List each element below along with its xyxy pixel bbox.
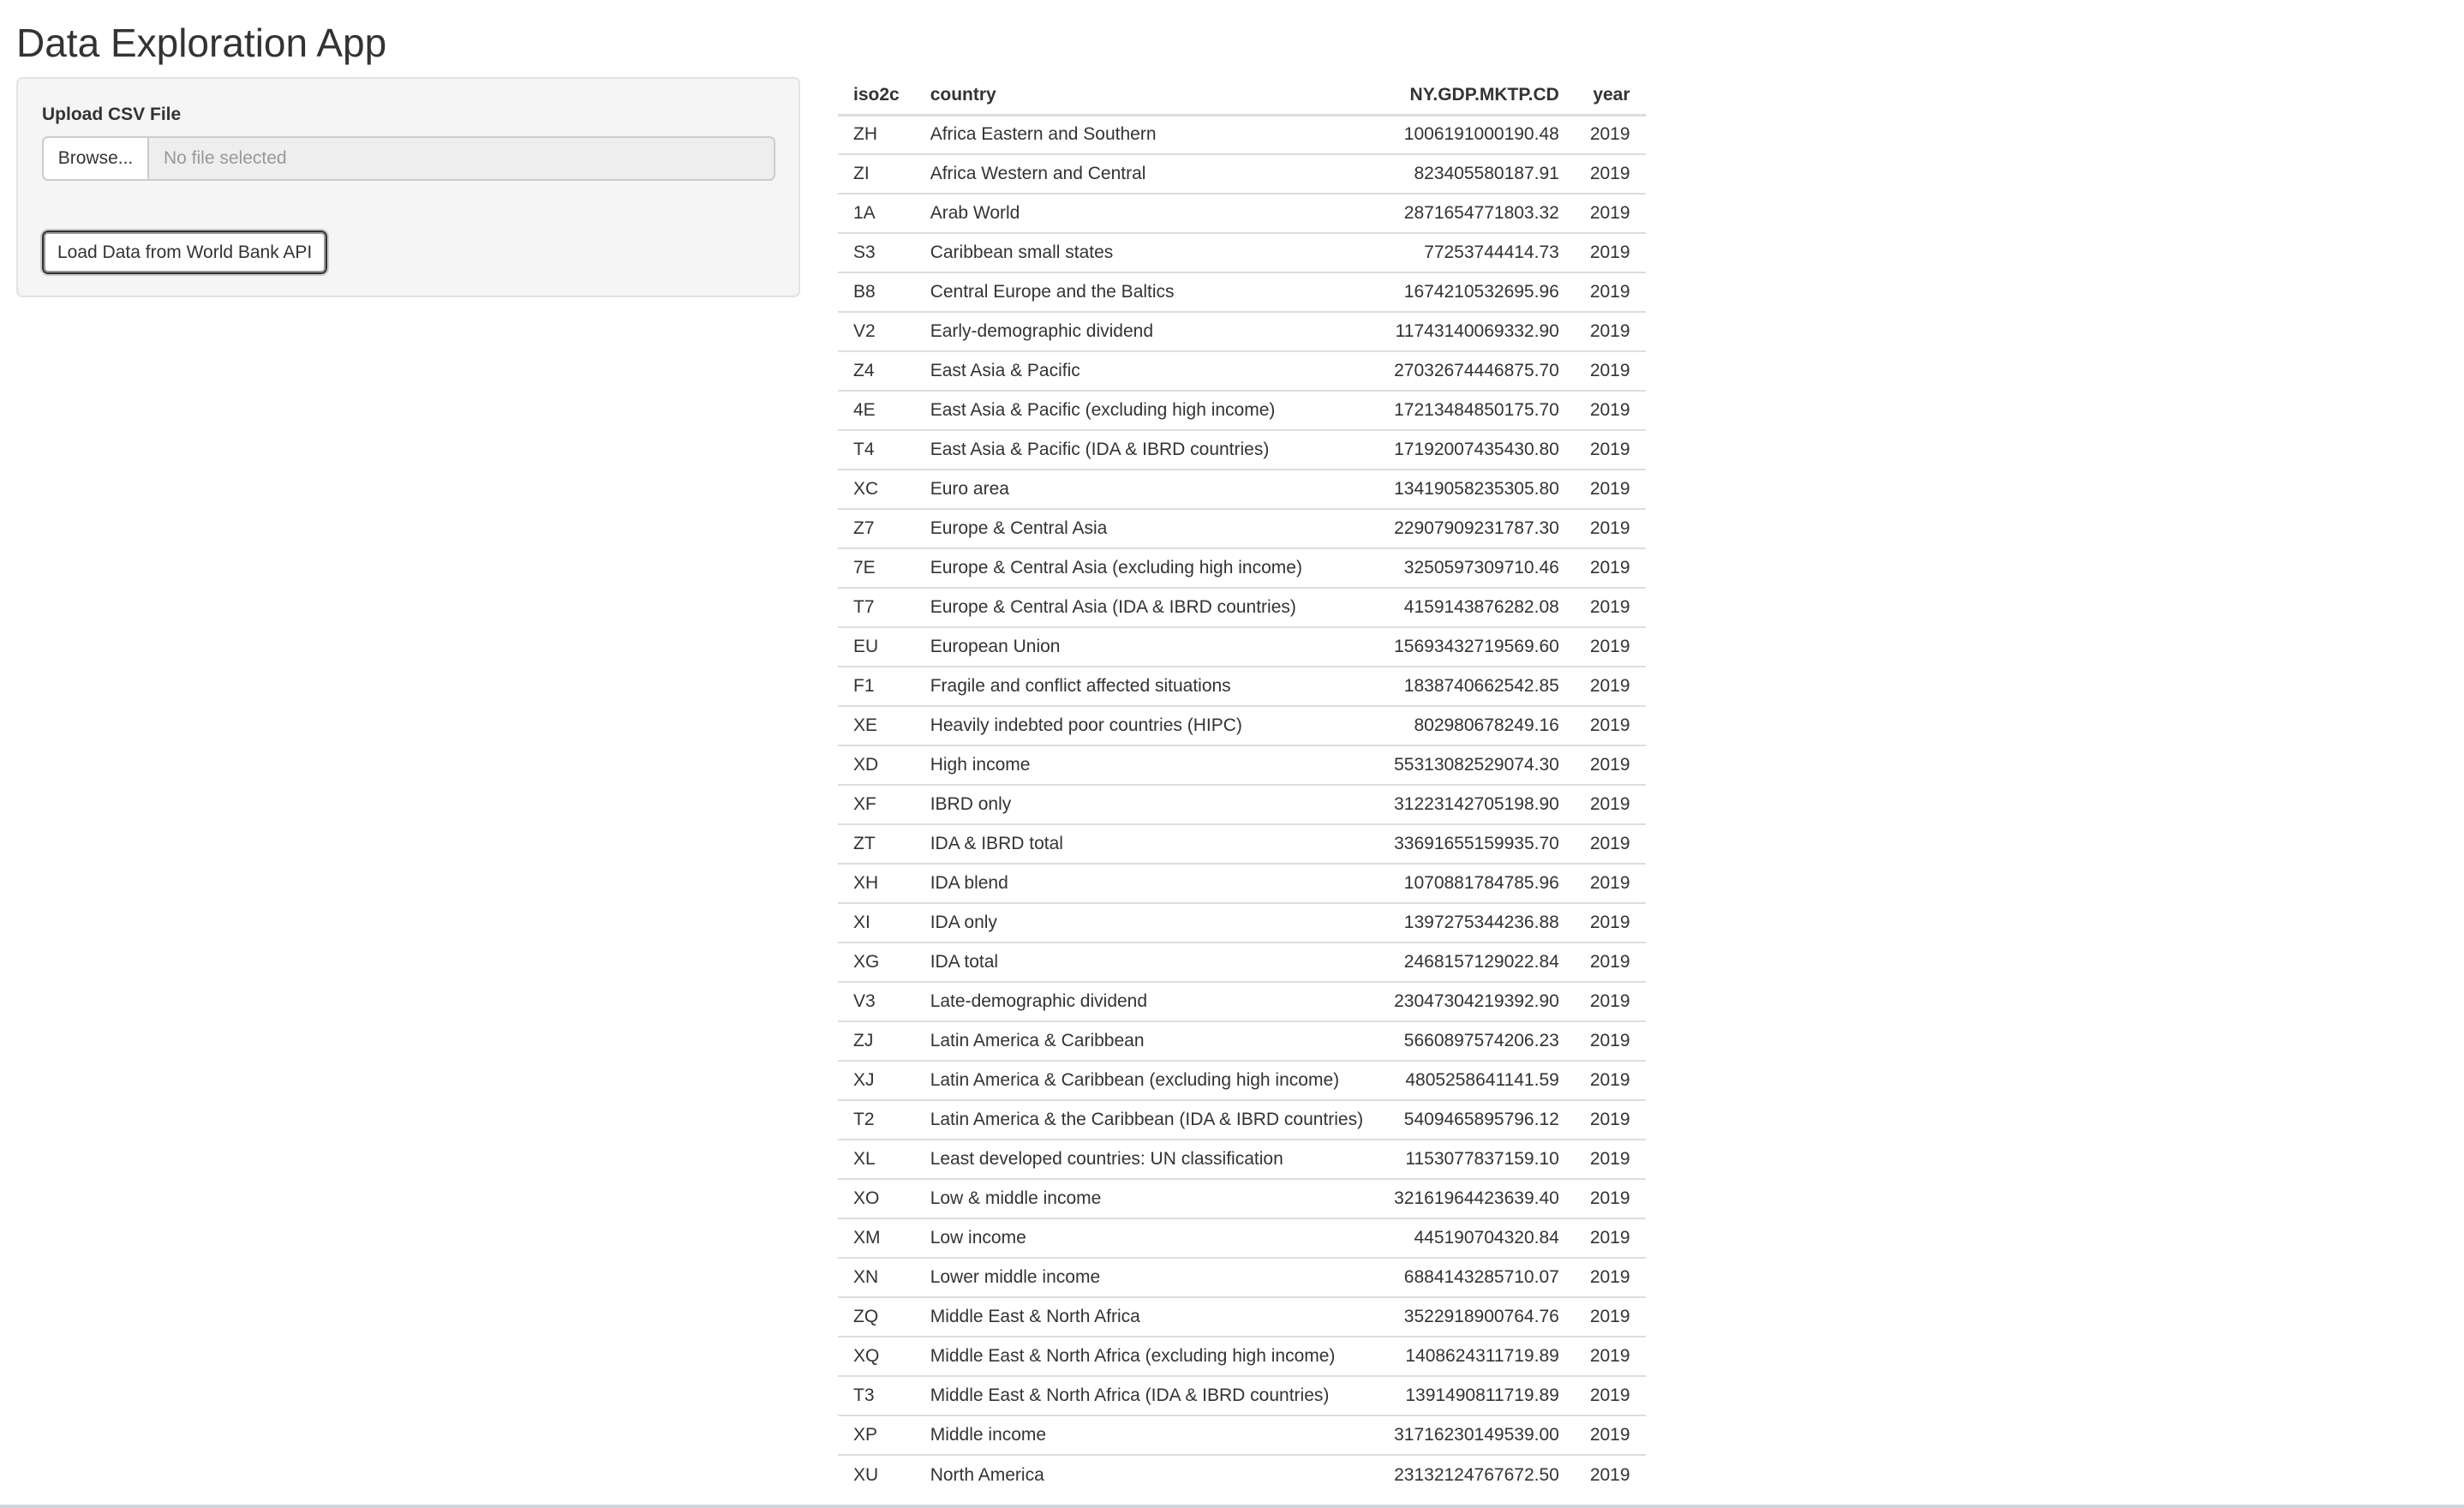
cell-gdp: 17192007435430.80 (1379, 430, 1575, 470)
cell-country: Middle East & North Africa (915, 1297, 1379, 1337)
cell-country: Lower middle income (915, 1258, 1379, 1297)
cell-year: 2019 (1575, 272, 1646, 312)
cell-year: 2019 (1575, 627, 1646, 667)
cell-iso2c: XF (838, 785, 915, 824)
cell-country: Caribbean small states (915, 233, 1379, 272)
table-row (838, 627, 1646, 667)
cell-country: IDA total (915, 942, 1379, 982)
cell-iso2c: V3 (838, 982, 915, 1021)
cell-iso2c: T4 (838, 430, 915, 470)
cell-iso2c: ZJ (838, 1021, 915, 1061)
cell-year: 2019 (1575, 154, 1646, 194)
cell-year: 2019 (1575, 1337, 1646, 1376)
cell-year: 2019 (1575, 1179, 1646, 1218)
table-row (838, 1376, 1646, 1415)
column-header-gdp[interactable]: NY.GDP.MKTP.CD (1379, 77, 1575, 115)
cell-country: Africa Eastern and Southern (930, 124, 1157, 145)
cell-country: Low & middle income (915, 1179, 1379, 1218)
cell-gdp: 31223142705198.90 (1379, 785, 1575, 824)
table-row (838, 272, 1646, 312)
table-row (838, 312, 1646, 351)
cell-country: IDA only (915, 903, 1379, 942)
cell-year: 2019 (1575, 1258, 1646, 1297)
cell-iso2c: 1A (838, 194, 915, 233)
cell-iso2c: ZT (838, 824, 915, 864)
cell-iso2c: B8 (838, 272, 915, 312)
cell-year: 2019 (1575, 1415, 1646, 1455)
cell-iso2c: T3 (838, 1376, 915, 1415)
cell-country: Africa Western and Central (915, 154, 1379, 194)
cell-year: 2019 (1575, 903, 1646, 942)
cell-gdp: 445190704320.84 (1379, 1218, 1575, 1258)
cell-country: Middle income (915, 1415, 1379, 1455)
cell-country: Arab World (915, 194, 1379, 233)
table-row (838, 824, 1646, 864)
cell-iso2c: XN (838, 1258, 915, 1297)
cell-gdp: 3250597309710.46 (1379, 548, 1575, 588)
cell-gdp: 23047304219392.90 (1379, 982, 1575, 1021)
table-row (838, 509, 1646, 548)
cell-iso2c: XD (838, 745, 915, 785)
column-header-year[interactable]: year (1575, 77, 1646, 115)
table-row (838, 1140, 1646, 1179)
cell-country: North America (915, 1455, 1379, 1494)
cell-iso2c: ZH (853, 124, 877, 145)
cell-country: High income (915, 745, 1379, 785)
cell-iso2c: 4E (838, 391, 915, 430)
cell-year: 2019 (1575, 706, 1646, 745)
cell-country: Europe & Central Asia (IDA & IBRD countries) (915, 588, 1379, 627)
cell-iso2c: Z7 (838, 509, 915, 548)
load-world-bank-button[interactable]: Load Data from World Bank API (42, 230, 327, 274)
column-header-country[interactable]: country (915, 77, 1379, 115)
sidebar-panel (16, 77, 800, 297)
table-row (838, 1297, 1646, 1337)
cell-country: Middle East & North Africa (IDA & IBRD countries) (915, 1376, 1379, 1415)
table-row (838, 1061, 1646, 1100)
cell-iso2c: EU (838, 627, 915, 667)
cell-country: European Union (915, 627, 1379, 667)
table-row (838, 667, 1646, 706)
cell-gdp: 2468157129022.84 (1379, 942, 1575, 982)
table-row (838, 233, 1646, 272)
data-table (838, 77, 1646, 1494)
cell-year: 2019 (1575, 824, 1646, 864)
cell-country: Fragile and conflict affected situations (915, 667, 1379, 706)
cell-country: East Asia & Pacific (IDA & IBRD countries) (915, 430, 1379, 470)
cell-country: Middle East & North Africa (excluding high income) (915, 1337, 1379, 1376)
cell-year: 2019 (1575, 233, 1646, 272)
cell-iso2c: XC (838, 470, 915, 509)
table-row (838, 351, 1646, 391)
cell-country: IDA & IBRD total (915, 824, 1379, 864)
cell-year: 2019 (1575, 1455, 1646, 1494)
cell-gdp: 2871654771803.32 (1379, 194, 1575, 233)
cell-gdp: 11743140069332.90 (1379, 312, 1575, 351)
cell-gdp: 55313082529074.30 (1379, 745, 1575, 785)
cell-gdp: 5409465895796.12 (1379, 1100, 1575, 1140)
table-row (838, 548, 1646, 588)
cell-gdp: 23132124767672.50 (1379, 1455, 1575, 1494)
cell-iso2c: XE (838, 706, 915, 745)
file-name-field[interactable]: No file selected (149, 136, 775, 181)
table-body (838, 115, 1646, 1494)
cell-iso2c: XU (838, 1455, 915, 1494)
table-row (838, 864, 1646, 903)
cell-iso2c: XL (838, 1140, 915, 1179)
cell-year: 2019 (1575, 430, 1646, 470)
cell-gdp: 1408624311719.89 (1379, 1337, 1575, 1376)
cell-year: 2019 (1575, 745, 1646, 785)
cell-country: Central Europe and the Baltics (915, 272, 1379, 312)
cell-iso2c: Z4 (838, 351, 915, 391)
cell-iso2c: T2 (838, 1100, 915, 1140)
cell-gdp: 3522918900764.76 (1379, 1297, 1575, 1337)
cell-country: East Asia & Pacific (915, 351, 1379, 391)
cell-gdp: 22907909231787.30 (1379, 509, 1575, 548)
cell-year: 2019 (1575, 1100, 1646, 1140)
table-row (838, 982, 1646, 1021)
cell-gdp: 1153077837159.10 (1379, 1140, 1575, 1179)
cell-country: IBRD only (915, 785, 1379, 824)
table-header-row (838, 77, 1646, 115)
cell-iso2c: XI (838, 903, 915, 942)
cell-gdp: 33691655159935.70 (1379, 824, 1575, 864)
cell-gdp: 1674210532695.96 (1379, 272, 1575, 312)
cell-gdp: 32161964423639.40 (1379, 1179, 1575, 1218)
cell-year: 2019 (1575, 942, 1646, 982)
cell-country: Europe & Central Asia (excluding high income) (915, 548, 1379, 588)
cell-country: Latin America & Caribbean (excluding high income) (915, 1061, 1379, 1100)
cell-year: 2019 (1575, 1376, 1646, 1415)
table-row (838, 745, 1646, 785)
table-row (838, 115, 1646, 154)
table-row (838, 154, 1646, 194)
cell-year: 2019 (1575, 982, 1646, 1021)
cell-year: 2019 (1589, 124, 1630, 145)
cell-iso2c: 7E (838, 548, 915, 588)
table-row (838, 903, 1646, 942)
cell-iso2c: XQ (838, 1337, 915, 1376)
cell-gdp: 17213484850175.70 (1379, 391, 1575, 430)
cell-gdp: 6884143285710.07 (1379, 1258, 1575, 1297)
cell-year: 2019 (1575, 1140, 1646, 1179)
file-input-group[interactable] (42, 136, 775, 181)
cell-gdp: 31716230149539.00 (1379, 1415, 1575, 1455)
cell-iso2c: T7 (838, 588, 915, 627)
cell-iso2c: S3 (838, 233, 915, 272)
cell-gdp: 4805258641141.59 (1379, 1061, 1575, 1100)
table-row (838, 706, 1646, 745)
cell-gdp: 1838740662542.85 (1379, 667, 1575, 706)
cell-gdp: 1006191000190.48 (1403, 124, 1559, 145)
table-row (838, 470, 1646, 509)
cell-iso2c: XO (838, 1179, 915, 1218)
cell-gdp: 1391490811719.89 (1379, 1376, 1575, 1415)
table-row (838, 1337, 1646, 1376)
cell-year: 2019 (1575, 1218, 1646, 1258)
cell-year: 2019 (1575, 1297, 1646, 1337)
cell-year: 2019 (1575, 1061, 1646, 1100)
cell-country: Europe & Central Asia (915, 509, 1379, 548)
browse-button[interactable]: Browse... (42, 136, 149, 181)
cell-country: Heavily indebted poor countries (HIPC) (915, 706, 1379, 745)
table-row (838, 942, 1646, 982)
table-row (838, 1179, 1646, 1218)
cell-country: Latin America & the Caribbean (IDA & IBRD countries) (915, 1100, 1379, 1140)
cell-country: IDA blend (915, 864, 1379, 903)
cell-gdp: 27032674446875.70 (1379, 351, 1575, 391)
cell-iso2c: ZI (838, 154, 915, 194)
cell-country: Latin America & Caribbean (915, 1021, 1379, 1061)
cell-gdp: 1070881784785.96 (1379, 864, 1575, 903)
cell-year: 2019 (1575, 470, 1646, 509)
table-row (838, 1455, 1646, 1494)
table-row (838, 1218, 1646, 1258)
table-row (838, 785, 1646, 824)
table-row (838, 1021, 1646, 1061)
cell-year: 2019 (1575, 667, 1646, 706)
cell-gdp: 823405580187.91 (1379, 154, 1575, 194)
table-row (838, 1258, 1646, 1297)
cell-gdp: 15693432719569.60 (1379, 627, 1575, 667)
table-row (838, 1415, 1646, 1455)
cell-iso2c: XG (838, 942, 915, 982)
table-row (838, 430, 1646, 470)
cell-iso2c: XP (838, 1415, 915, 1455)
page-title: Data Exploration App (16, 21, 387, 65)
table-row (838, 391, 1646, 430)
cell-country: Least developed countries: UN classification (915, 1140, 1379, 1179)
cell-year: 2019 (1575, 509, 1646, 548)
cell-country: East Asia & Pacific (excluding high income) (915, 391, 1379, 430)
cell-iso2c: V2 (838, 312, 915, 351)
cell-gdp: 5660897574206.23 (1379, 1021, 1575, 1061)
column-header-iso2c[interactable]: iso2c (838, 77, 915, 115)
window-bottom-border (0, 1505, 2464, 1508)
cell-country: Euro area (915, 470, 1379, 509)
cell-iso2c: XM (838, 1218, 915, 1258)
cell-year: 2019 (1575, 312, 1646, 351)
cell-year: 2019 (1575, 548, 1646, 588)
cell-year: 2019 (1575, 351, 1646, 391)
cell-iso2c: XJ (838, 1061, 915, 1100)
cell-gdp: 13419058235305.80 (1379, 470, 1575, 509)
cell-year: 2019 (1575, 194, 1646, 233)
table-row (838, 1100, 1646, 1140)
cell-iso2c: F1 (838, 667, 915, 706)
cell-year: 2019 (1575, 1021, 1646, 1061)
table-row (838, 194, 1646, 233)
cell-country: Early-demographic dividend (915, 312, 1379, 351)
cell-country: Low income (915, 1218, 1379, 1258)
cell-gdp: 1397275344236.88 (1379, 903, 1575, 942)
cell-iso2c: ZQ (838, 1297, 915, 1337)
cell-year: 2019 (1575, 391, 1646, 430)
upload-csv-label: Upload CSV File (42, 105, 182, 124)
cell-year: 2019 (1575, 588, 1646, 627)
cell-year: 2019 (1575, 864, 1646, 903)
cell-gdp: 4159143876282.08 (1379, 588, 1575, 627)
cell-gdp: 802980678249.16 (1379, 706, 1575, 745)
cell-iso2c: XH (838, 864, 915, 903)
cell-country: Late-demographic dividend (915, 982, 1379, 1021)
cell-year: 2019 (1575, 785, 1646, 824)
table-row (838, 588, 1646, 627)
data-table-container (838, 77, 1643, 1494)
cell-gdp: 77253744414.73 (1379, 233, 1575, 272)
